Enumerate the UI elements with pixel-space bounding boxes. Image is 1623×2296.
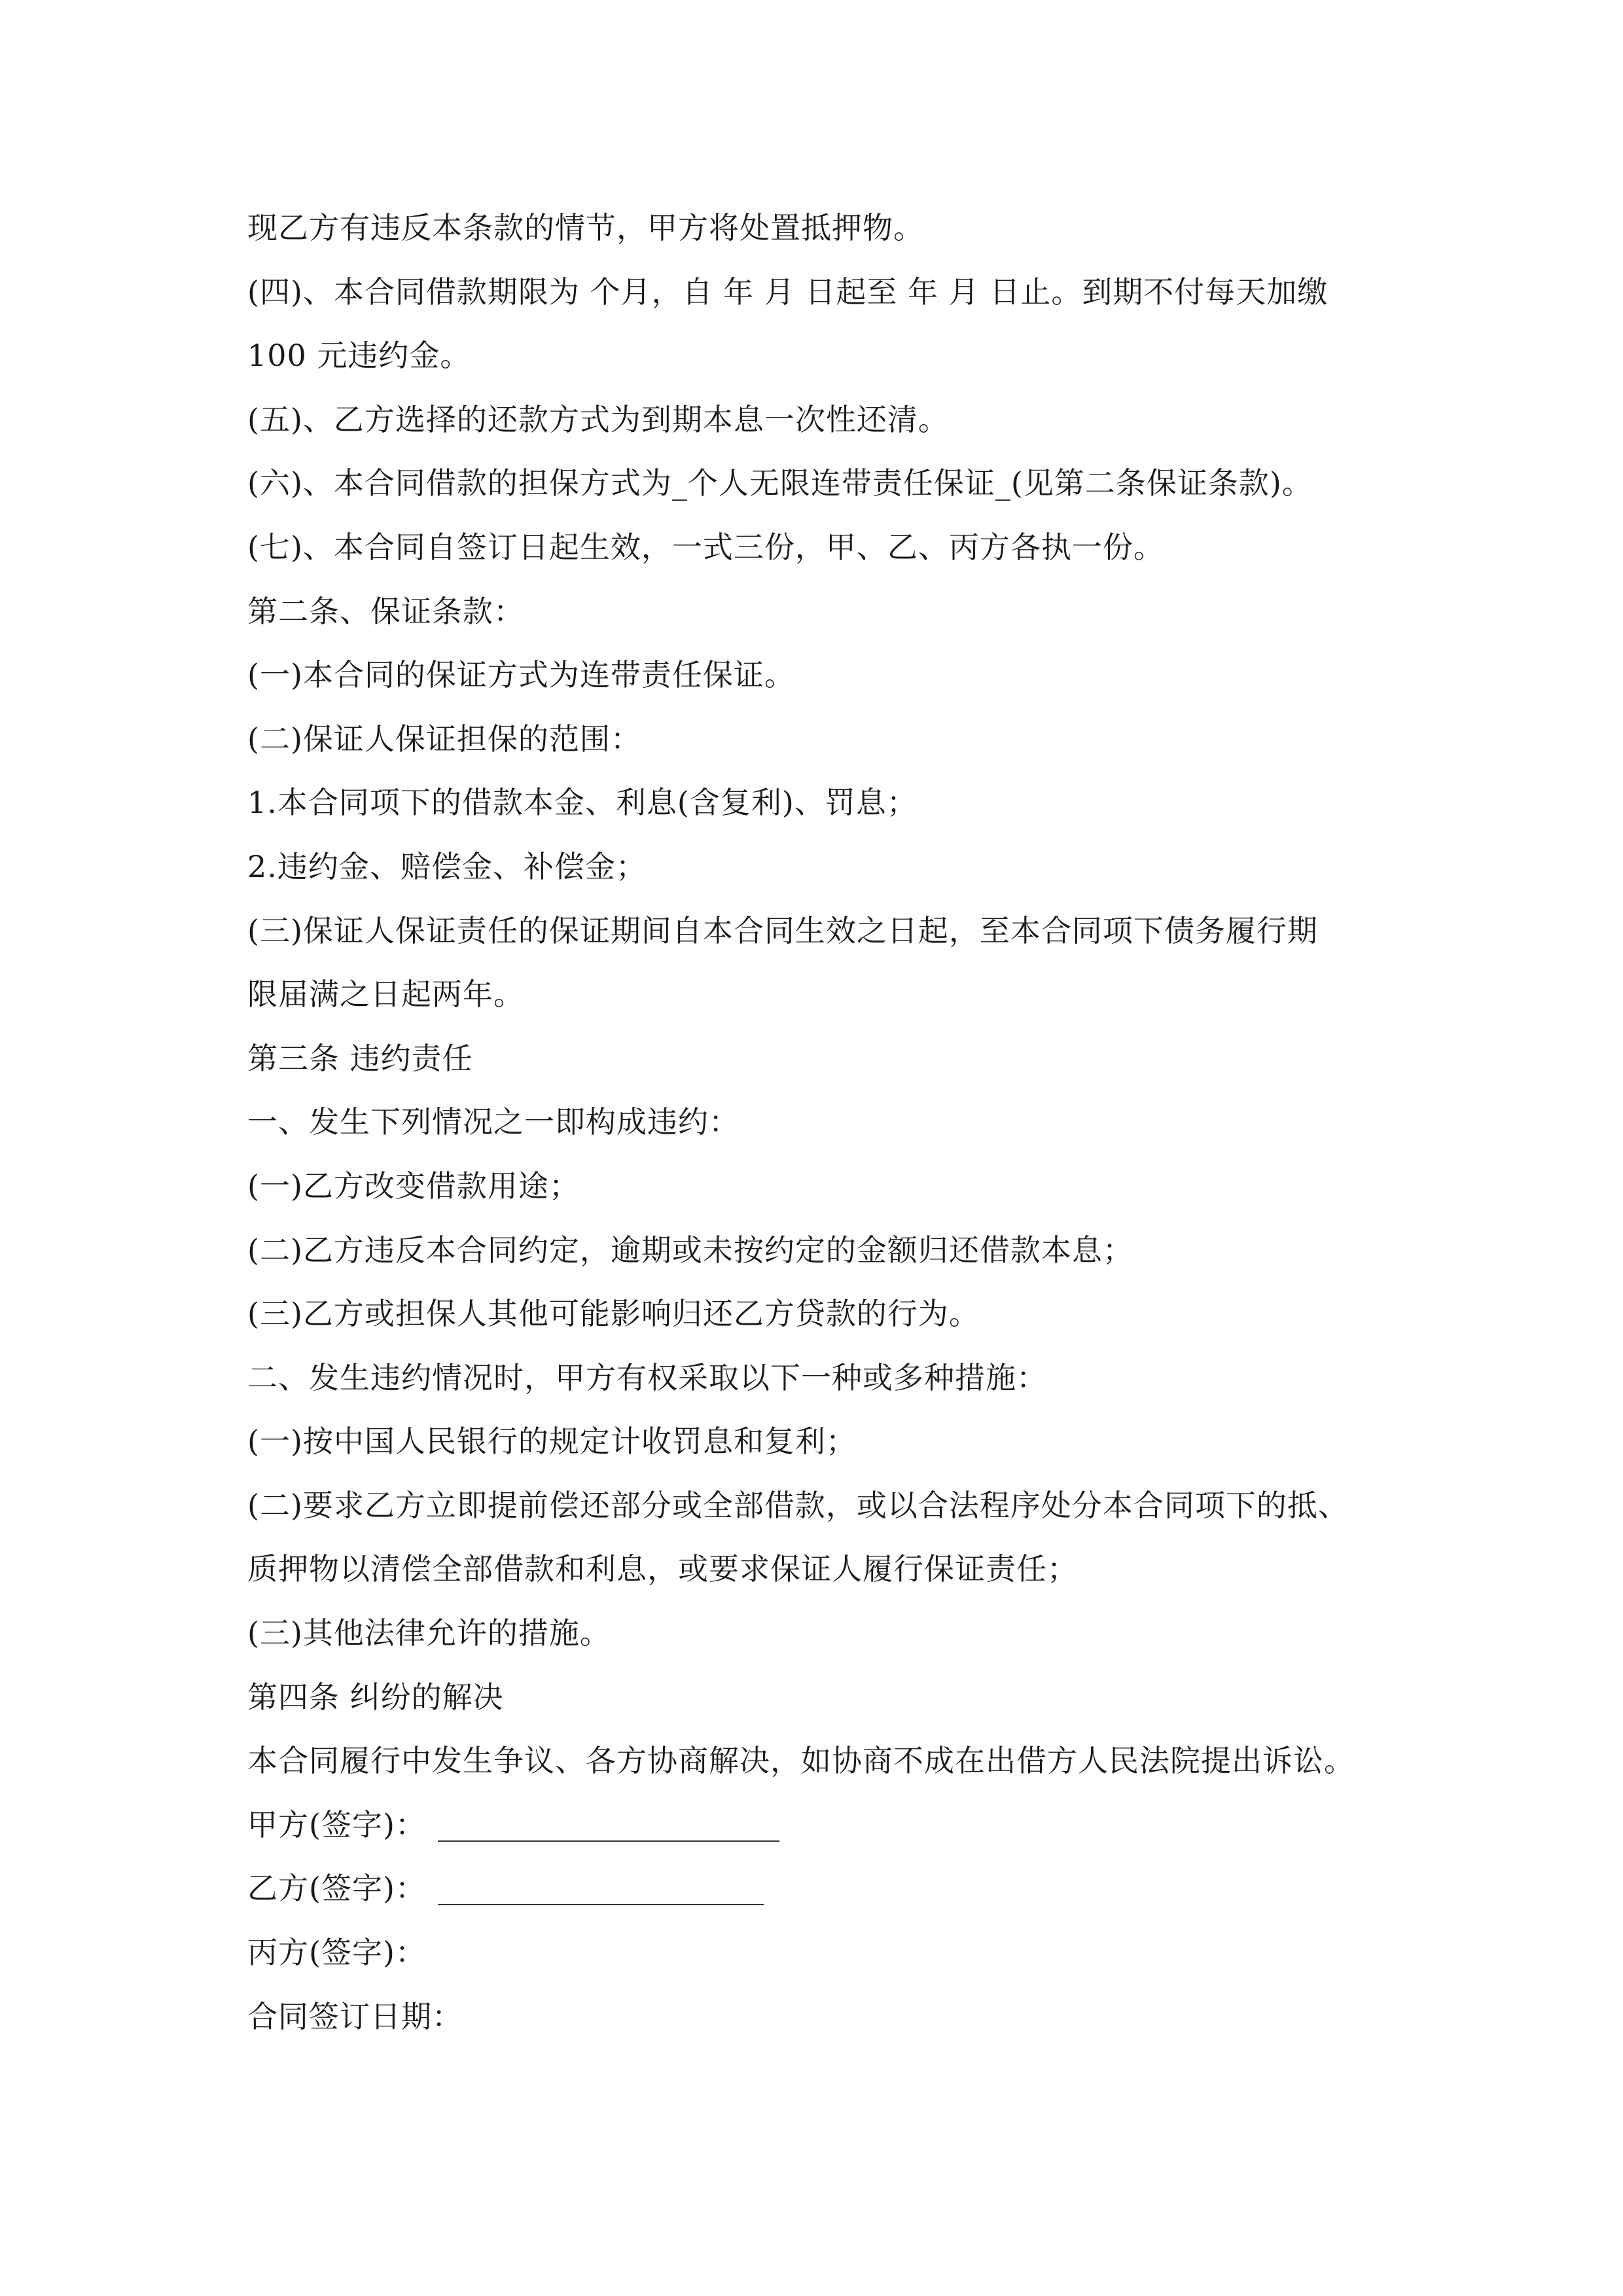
text-line: 限届满之日起两年。 — [247, 977, 524, 1013]
text-line: (七)、本合同自签订日起生效，一式三份，甲、乙、丙方各执一份。 — [247, 529, 1164, 565]
section-heading: 第三条 违约责任 — [247, 1040, 473, 1076]
party-b-signature — [247, 1857, 1438, 1921]
text-line: (五)、乙方选择的还款方式为到期本息一次性还清。 — [247, 401, 949, 437]
text-line: 质押物以清偿全部借款和利息，或要求保证人履行保证责任； — [247, 1551, 1078, 1587]
party-c-label: 丙方(签字)： — [247, 1935, 426, 1971]
text-line: (一)乙方改变借款用途； — [247, 1168, 580, 1204]
text-line: (二)乙方违反本合同约定，逾期或未按约定的金额归还借款本息； — [247, 1232, 1133, 1268]
text-line: (六)、本合同借款的担保方式为_个人无限连带责任保证_(见第二条保证条款)。 — [247, 465, 1313, 501]
text-line: 二、发生违约情况时，甲方有权采取以下一种或多种措施： — [247, 1359, 1047, 1395]
party-a-label: 甲方(签字)： — [247, 1806, 426, 1842]
text-line: 1.本合同项下的借款本金、利息(含复利)、罚息； — [247, 785, 918, 821]
text-line: 2.违约金、赔偿金、补偿金； — [247, 848, 647, 884]
text-line: (三)其他法律允许的措施。 — [247, 1615, 611, 1651]
section-heading: 第四条 纠纷的解决 — [247, 1679, 504, 1715]
sign-date-label: 合同签订日期： — [247, 1998, 463, 2034]
text-line: (二)要求乙方立即提前偿还部分或全部借款，或以合法程序处分本合同项下的抵、 — [247, 1487, 1349, 1523]
text-line: 一、发生下列情况之一即构成违约： — [247, 1104, 740, 1140]
text-line: 本合同履行中发生争议、各方协商解决，如协商不成在出借方人民法院提出诉讼。 — [247, 1743, 1355, 1779]
text-line: (二)保证人保证担保的范围： — [247, 721, 641, 757]
text-line: (一)按中国人民银行的规定计收罚息和复利； — [247, 1424, 857, 1460]
party-b-signature-blank — [438, 1904, 764, 1905]
text-line: 现乙方有违反本条款的情节，甲方将处置抵押物。 — [247, 210, 924, 245]
sign-date — [247, 1985, 1438, 2049]
text-line: 100 元违约金。 — [247, 338, 471, 374]
contract-body — [247, 196, 1438, 2049]
party-b-label: 乙方(签字)： — [247, 1871, 426, 1907]
party-a-signature-blank — [438, 1840, 779, 1842]
text-line: (三)保证人保证责任的保证期间自本合同生效之日起，至本合同项下债务履行期 — [247, 912, 1318, 948]
text-line: (四)、本合同借款期限为 个月，自 年 月 日起至 年 月 日止。到期不付每天加缴 — [247, 274, 1329, 310]
section-heading: 第二条、保证条款： — [247, 593, 524, 629]
text-line: (一)本合同的保证方式为连带责任保证。 — [247, 657, 795, 693]
party-a-signature — [247, 1793, 1438, 1857]
text-line: (三)乙方或担保人其他可能影响归还乙方贷款的行为。 — [247, 1296, 980, 1332]
party-c-signature — [247, 1921, 1438, 1985]
